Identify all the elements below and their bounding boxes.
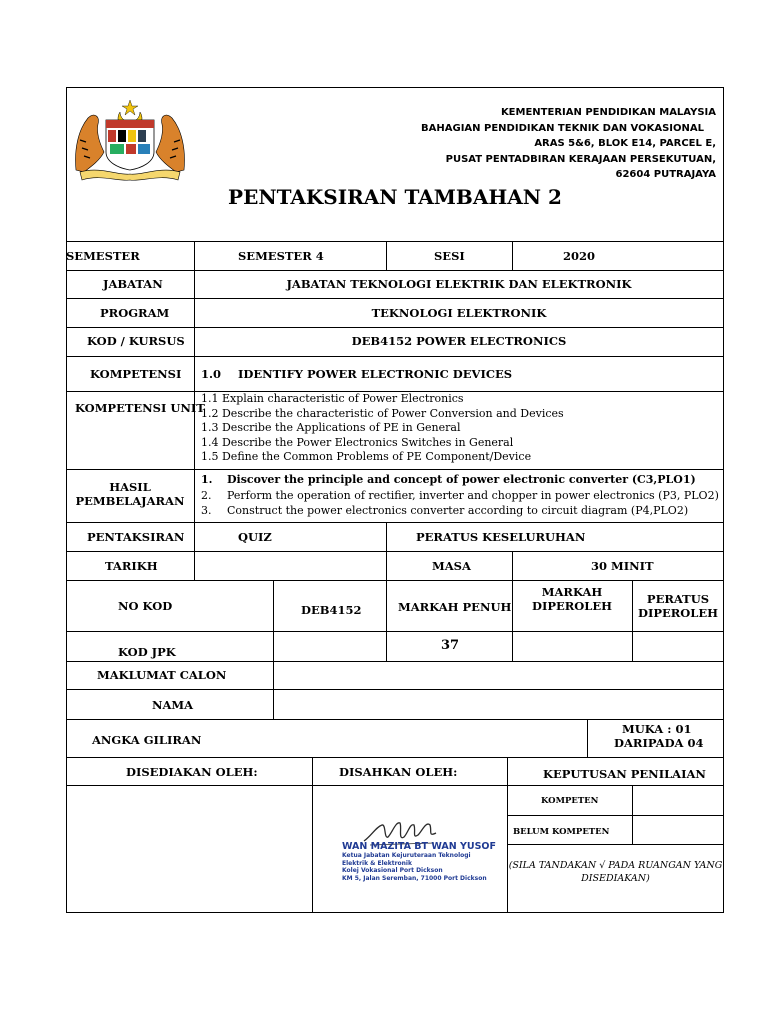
list-item: 2. Perform the operation of rectifier, inverter and chopper in power electronics (P3, PLO2)	[201, 488, 719, 502]
instruction-note-line2: DISEDIAKAN)	[581, 873, 650, 884]
masa-label: MASA	[432, 559, 471, 573]
kompetensi-unit-label: KOMPETENSI UNIT	[75, 401, 205, 415]
list-item: 1.5 Define the Common Problems of PE Component/Device	[201, 450, 532, 463]
kompetensi-number: 1.0	[201, 367, 222, 381]
kompetensi-unit-list	[201, 392, 564, 465]
kod-jpk-label: KOD JPK	[118, 645, 176, 659]
coat-of-arms-logo	[70, 100, 190, 182]
pentaksiran-label: PENTAKSIRAN	[87, 530, 185, 544]
list-item: 1. Discover the principle and concept of power electronic converter (C3,PLO1)	[201, 473, 696, 486]
jabatan-label: JABATAN	[103, 277, 163, 291]
markah-penuh-label: MARKAH PENUH	[398, 600, 512, 614]
program-label: PROGRAM	[100, 306, 170, 320]
masa-value: 30 MINIT	[591, 559, 654, 573]
list-item: 1.4 Describe the Power Electronics Switches in General	[201, 435, 514, 449]
tarikh-label: TARIKH	[105, 559, 158, 573]
hasil-list	[201, 472, 719, 519]
list-item: 3. Construct the power electronics converter according to circuit diagram (P4,PLO2)	[201, 504, 689, 517]
list-item: 1.2 Describe the characteristic of Power Conversion and Devices	[201, 406, 564, 420]
address-line: KEMENTERIAN PENDIDIKAN MALAYSIA	[500, 107, 716, 118]
markah-diperoleh-label-line2: DIPEROLEH	[531, 599, 613, 613]
list-item: 1.3 Describe the Applications of PE in General	[201, 421, 461, 434]
disediakan-oleh-label: DISEDIAKAN OLEH:	[126, 765, 258, 779]
jabatan-value: JABATAN TEKNOLOGI ELEKTRIK DAN ELEKTRONIK	[286, 277, 632, 291]
hasil-label-line2: PEMBELAJARAN	[75, 494, 185, 508]
daripada-label: DARIPADA 04	[614, 736, 704, 750]
address-line: PUSAT PENTADBIRAN KERAJAAN PERSEKUTUAN,	[445, 153, 716, 165]
address-line: 62604 PUTRAJAYA	[615, 169, 716, 180]
page-title: PENTAKSIRAN TAMBAHAN 2	[228, 185, 562, 209]
program-value: TEKNOLOGI ELEKTRONIK	[371, 306, 547, 320]
markah-diperoleh-label-line1: MARKAH	[541, 585, 603, 599]
belum-kompeten-label: BELUM KOMPETEN	[513, 827, 610, 837]
keputusan-penilaian-label: KEPUTUSAN PENILAIAN	[543, 767, 706, 781]
kod-kursus-value: DEB4152 POWER ELECTRONICS	[351, 334, 567, 348]
stamp-line: Elektrik & Elektronik	[342, 859, 412, 867]
stamp-line: Kolej Vokasional Port Dickson	[342, 867, 443, 874]
kompeten-label: KOMPETEN	[541, 796, 599, 806]
maklumat-calon-label: MAKLUMAT CALON	[97, 668, 227, 682]
disahkan-oleh-label: DISAHKAN OLEH:	[339, 765, 458, 779]
muka-label: MUKA : 01	[622, 722, 692, 736]
kompetensi-label: KOMPETENSI	[90, 367, 182, 381]
list-item: 1.1 Explain characteristic of Power Electronics	[201, 392, 464, 405]
peratus-diperoleh-label-line2: DIPEROLEH	[637, 606, 719, 620]
semester-value: SEMESTER 4	[238, 249, 324, 263]
sesi-value: 2020	[563, 249, 596, 263]
address-line: ARAS 5&6, BLOK E14, PARCEL E,	[534, 138, 716, 149]
nama-label: NAMA	[152, 698, 194, 712]
no-kod-value: DEB4152	[301, 603, 362, 617]
address-line: BAHAGIAN PENDIDIKAN TEKNIK DAN VOKASIONAL	[421, 122, 704, 134]
angka-giliran-label: ANGKA GILIRAN	[92, 733, 202, 747]
instruction-note-line1: (SILA TANDAKAN √ PADA RUANGAN YANG	[508, 860, 723, 871]
stamp-name: WAN MAZITA BT WAN YUSOF	[342, 841, 496, 852]
peratus-keseluruhan-label: PERATUS KESELURUHAN	[416, 530, 586, 544]
sesi-label: SESI	[434, 249, 465, 263]
hasil-label-line1: HASIL	[109, 480, 151, 494]
markah-penuh-value: 37	[441, 638, 460, 653]
instruction-note	[507, 859, 724, 885]
stamp-line: KM 5, Jalan Seremban, 71000 Port Dickson	[342, 874, 487, 882]
peratus-diperoleh-label-line1: PERATUS	[646, 592, 710, 606]
kompetensi-value: IDENTIFY POWER ELECTRONIC DEVICES	[238, 367, 513, 381]
official-stamp	[342, 841, 496, 882]
no-kod-label: NO KOD	[118, 599, 173, 613]
ministry-address	[421, 105, 716, 183]
stamp-line: Ketua Jabatan Kejuruteraan Teknologi	[342, 852, 471, 859]
pentaksiran-value: QUIZ	[238, 530, 272, 544]
kod-kursus-label: KOD / KURSUS	[87, 334, 185, 348]
semester-label: SEMESTER	[66, 249, 140, 263]
